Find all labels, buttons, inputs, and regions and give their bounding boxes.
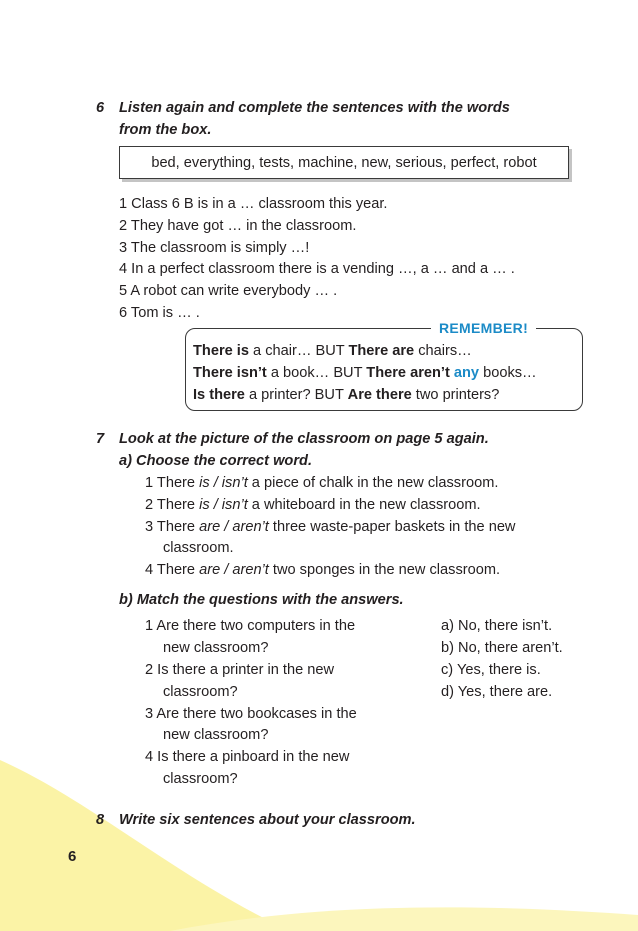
remember-l1-b: a chair… BUT <box>248 343 349 359</box>
ex7b-question-2-line1: 2 Is there a printer in the new <box>145 662 335 678</box>
ex7b-answer-c: c) Yes, there is. <box>441 662 541 678</box>
remember-l1-a: There is <box>193 343 249 359</box>
exercise-6-number: 6 <box>96 100 105 116</box>
remember-l1-d: chairs… <box>414 343 472 359</box>
word-box <box>119 146 569 179</box>
exercise-8-instruction: Write six sentences about your classroom. <box>119 812 416 828</box>
ex7b-question-3-line2: new classroom? <box>163 727 269 743</box>
remember-title: REMEMBER! <box>431 318 536 338</box>
ex7a-item-1: 1 There is / isn’t a piece of chalk in the new classroom. <box>145 475 499 491</box>
ex7b-question-4-line1: 4 Is there a pinboard in the new <box>145 749 350 765</box>
ex7b-question-3-line1: 3 Are there two bookcases in the <box>145 706 357 722</box>
ex7a-item-4-choice: are / aren’t <box>199 562 269 578</box>
exercise-6-instruction-line1: Listen again and complete the sentences with the words <box>119 100 510 116</box>
ex7b-question-1-line2: new classroom? <box>163 640 269 656</box>
remember-l1-c: There are <box>348 343 415 359</box>
exercise-7b-title: b) Match the questions with the answers. <box>119 592 404 608</box>
remember-l2-any: any <box>453 365 480 381</box>
exercise-7a-title: a) Choose the correct word. <box>119 453 312 469</box>
ex6-item-1: 1 Class 6 B is in a … classroom this year. <box>119 196 388 212</box>
exercise-7-number: 7 <box>96 431 105 447</box>
ex7b-question-2-line2: classroom? <box>163 684 238 700</box>
exercise-8-number: 8 <box>96 812 105 828</box>
remember-l2-b: a book… BUT <box>266 365 367 381</box>
remember-line-1 <box>193 342 472 360</box>
remember-l2-c: There aren’t <box>366 365 450 381</box>
ex7b-question-1-line1: 1 Are there two computers in the <box>145 618 356 634</box>
remember-l3-b: a printer? BUT <box>244 387 348 403</box>
page-number: 6 <box>68 848 77 865</box>
ex7a-item-2-choice: is / isn’t <box>199 497 248 513</box>
remember-l3-c: Are there <box>347 387 412 403</box>
remember-l2-e: books… <box>479 365 537 381</box>
ex7b-answer-b: b) No, there aren’t. <box>441 640 563 656</box>
ex7a-item-1-choice: is / isn’t <box>199 475 248 491</box>
ex7a-item-4: 4 There are / aren’t two sponges in the new classroom. <box>145 562 501 578</box>
ex7a-item-3-continuation: classroom. <box>163 540 234 556</box>
ex6-item-4: 4 In a perfect classroom there is a vending …, a … and a … . <box>119 261 515 277</box>
remember-l3-d: two printers? <box>411 387 500 403</box>
ex7b-answer-d: d) Yes, there are. <box>441 684 553 700</box>
ex6-item-2: 2 They have got … in the classroom. <box>119 218 357 234</box>
ex6-item-3: 3 The classroom is simply …! <box>119 240 310 256</box>
remember-l2-a: There isn’t <box>193 365 267 381</box>
ex7a-item-3-choice: are / aren’t <box>199 519 269 535</box>
ex7a-item-2: 2 There is / isn’t a whiteboard in the new classroom. <box>145 497 481 513</box>
ex6-item-5: 5 A robot can write everybody … . <box>119 283 338 299</box>
remember-l3-a: Is there <box>193 387 245 403</box>
ex7a-item-3: 3 There are / aren’t three waste-paper baskets in the new <box>145 519 516 535</box>
ex7b-answer-a: a) No, there isn’t. <box>441 618 553 634</box>
remember-line-2 <box>193 364 537 382</box>
exercise-7-instruction: Look at the picture of the classroom on page 5 again. <box>119 431 489 447</box>
exercise-6-instruction-line2: from the box. <box>119 122 212 138</box>
remember-line-3 <box>193 386 499 404</box>
word-box-text: bed, everything, tests, machine, new, serious, perfect, robot <box>151 154 537 171</box>
ex6-item-6: 6 Tom is … . <box>119 305 200 321</box>
ex7b-question-4-line2: classroom? <box>163 771 238 787</box>
